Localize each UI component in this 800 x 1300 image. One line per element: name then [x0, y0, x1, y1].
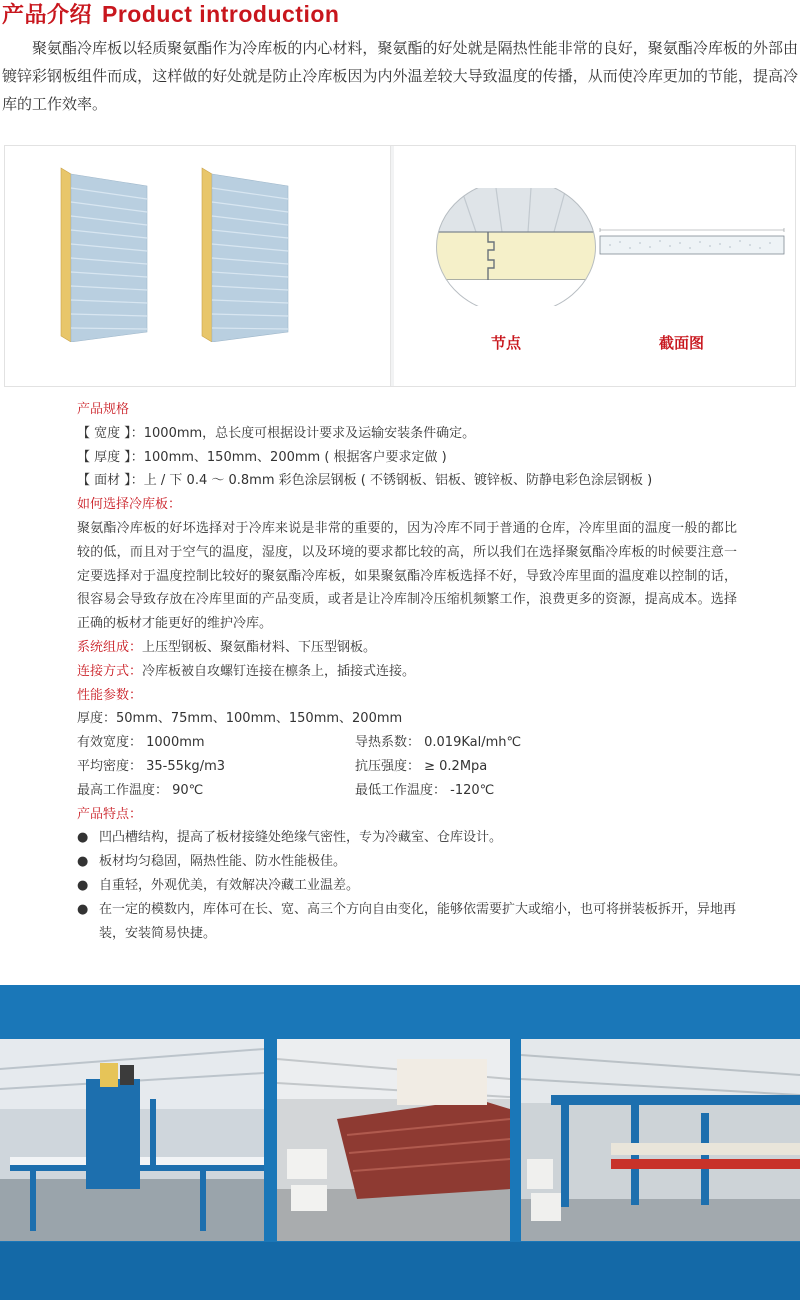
bullet-icon: ● [77, 901, 89, 917]
spec-heading: 产品规格 [77, 402, 130, 417]
performance-density: 平均密度： 35-55kg/m3 [77, 758, 226, 774]
choose-body: 聚氨酯冷库板的好坏选择对于冷库来说是非常的重要的，因为冷库不同于普通的仓库，冷库里面的温度一般的都比较的低，而且对于空气的温度，湿度，以及环境的要求都比较的高，所以我们在选择聚氨酯冷库板的时候要注意一定要选择对于温度控制比较好的聚氨酯冷库板，如果聚氨酯冷库板选择不好，导致冷库里面的温度难以控制的话，很容易会导致存放在冷库里面的产品变质，或者是让冷库制冷压缩机频繁工作，浪费更多的资源，提高成本。选择正确的板材才能更好的维护冷库。 [77, 520, 737, 632]
factory-photo [277, 1039, 510, 1241]
performance-thickness-label: 厚度： [77, 711, 117, 727]
sandwich-panel-image [190, 166, 290, 342]
spec-section [77, 398, 737, 945]
panel-photo-box [5, 146, 391, 386]
product-gallery [4, 145, 796, 387]
connection-label: 连接方式： [77, 663, 143, 679]
system-row [77, 636, 737, 660]
system-label: 系统组成： [77, 639, 143, 655]
system-value: 上压型钢板、聚氨酯材料、下压型钢板。 [142, 639, 377, 655]
feature-item [77, 826, 737, 850]
connection-row [77, 660, 737, 684]
caption-node: 节点 [491, 334, 522, 352]
performance-row [77, 731, 737, 755]
performance-conductivity: 导热系数： 0.019Kal/mh℃ [355, 735, 522, 751]
feature-item [77, 850, 737, 874]
connection-value: 冷库板被自攻螺钉连接在檩条上，插接式连接。 [142, 663, 416, 679]
intro-paragraph: 聚氨酯冷库板以轻质聚氨酯作为冷库板的内心材料，聚氨酯的好处就是隔热性能非常的良好，聚氨酯冷库板的外部由镀锌彩钢板组件而成，这样做的好处就是防止冷库板因为内外温差较大导致温度的传播，从而使冷库更加的节能，提高冷库的工作效率。 [2, 39, 798, 113]
page-title-cn: 产品介绍 [2, 3, 93, 28]
technical-drawing-box [394, 146, 795, 386]
feature-text: 板材均匀稳固，隔热性能、防水性能极佳。 [99, 854, 347, 870]
choose-heading: 如何选择冷库板： [77, 497, 182, 513]
spec-width: 【 宽度 】：1000mm，总长度可根据设计要求及运输安装条件确定。 [77, 425, 476, 441]
bullet-icon: ● [77, 854, 89, 870]
factory-photo [521, 1039, 800, 1241]
performance-eff-width: 有效宽度： 1000mm [77, 735, 205, 751]
performance-row [77, 755, 737, 779]
performance-max-temp: 最高工作温度： 90℃ [77, 782, 204, 798]
joint-node-drawing [436, 188, 596, 306]
performance-row [77, 779, 737, 803]
bullet-icon: ● [77, 830, 89, 846]
page-title-en: Product introduction [102, 1, 340, 27]
feature-text: 凹凸槽结构，提高了板材接缝处绝缘气密性，专为冷藏室、仓库设计。 [99, 830, 503, 846]
features-heading: 产品特点： [77, 806, 143, 822]
feature-item [77, 898, 737, 946]
spec-thickness: 【 厚度 】：100mm、150mm、200mm ( 根据客户要求定做 ) [77, 449, 447, 465]
performance-compressive: 抗压强度： ≥ 0.2Mpa [355, 758, 488, 774]
cross-section-drawing [596, 226, 788, 260]
performance-thickness-row [77, 707, 737, 731]
performance-heading: 性能参数： [77, 687, 143, 703]
feature-text: 在一定的模数内，库体可在长、宽、高三个方向自由变化，能够依需要扩大或缩小，也可将拼装板拆开，异地再装，安装简易快捷。 [99, 901, 737, 941]
bullet-icon: ● [77, 877, 89, 893]
performance-min-temp: 最低工作温度： -120℃ [355, 782, 495, 798]
performance-thickness-value: 50mm、75mm、100mm、150mm、200mm [116, 711, 403, 727]
page-title [2, 0, 339, 29]
spec-surface: 【 面材 】：上 / 下 0.4 ～ 0.8mm 彩色涂层钢板 ( 不锈钢板、铝板、镀锌板、防静电彩色涂层钢板 ) [77, 473, 653, 489]
caption-section: 截面图 [659, 334, 705, 352]
feature-item [77, 874, 737, 898]
sandwich-panel-image [49, 166, 149, 342]
factory-photo-strip [0, 985, 800, 1300]
feature-text: 自重轻，外观优美，有效解决冷藏工业温差。 [99, 877, 360, 893]
factory-photo [0, 1039, 264, 1241]
